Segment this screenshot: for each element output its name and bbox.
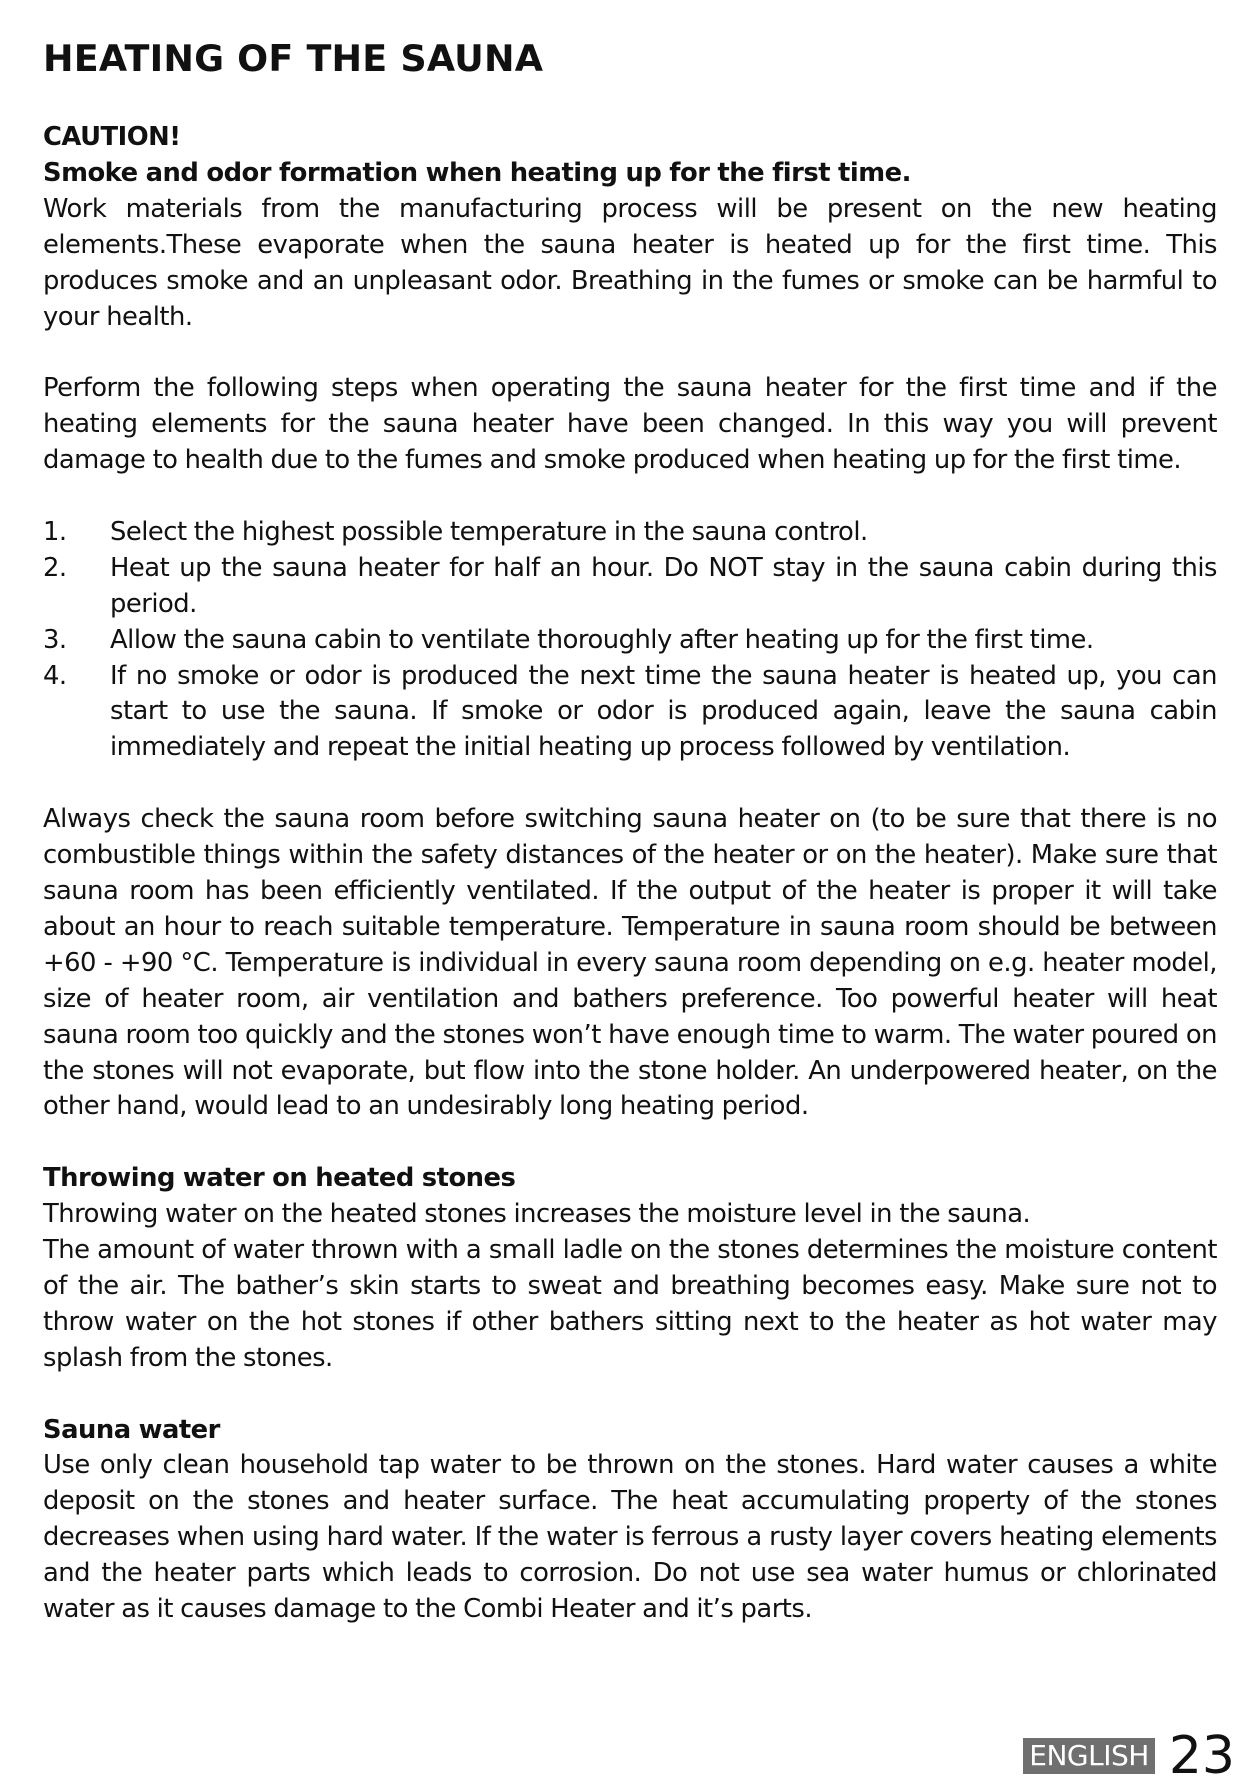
list-item [43, 515, 1217, 551]
check-paragraph: Always check the sauna room before switching sauna heater on (to be sure that there is no combustible things within the safety distances of the heater or on the heater). Make sure that sauna room has been efficiently ventilated. If the output of the heater is proper it will take about an hour to reach suitable temperature. Temperature in sauna room should be between +60 - +90 °C. Temperature is individual in every sauna room depending on e.g. heater model, size of heater room, air ventilation and bathers preference. Too powerful heater will heat sauna room too quickly and the stones won’t have enough time to warm. The water poured on the stones will not evaporate, but flow into the stone holder. An underpowered heater, on the other hand, would lead to an undesirably long heating period. [43, 804, 1217, 1122]
page-number: 23 [1168, 1726, 1235, 1786]
throwing-text: The amount of water thrown with a small ladle on the stones determines the moisture content of the air. The bather’s skin starts to sweat and breathing becomes easy. Make sure not to throw water on the hot stones if other bathers sitting next to the heater as hot water may splash from the stones. [43, 1235, 1217, 1373]
step-text: Heat up the sauna heater for half an hour. Do NOT stay in the sauna cabin during this period. [110, 552, 1217, 619]
page-title: HEATING OF THE SAUNA [43, 37, 544, 80]
caution-text: Work materials from the manufacturing process will be present on the new heating elements.These evaporate when the sauna heater is heated up for the first time. This produces smoke and an unpleasant odor. Breathing in the fumes or smoke can be harmful to your health. [43, 193, 1217, 332]
spacer [43, 1377, 1217, 1413]
sauna-water-section [43, 1413, 1217, 1628]
spacer [43, 335, 1217, 371]
list-item [43, 623, 1217, 659]
step-number: 2. [43, 552, 67, 583]
caution-label: CAUTION! [43, 122, 181, 152]
spacer [43, 766, 1217, 802]
caution-section [43, 120, 1217, 335]
page-content [43, 34, 1217, 1628]
steps-list [43, 515, 1217, 766]
throwing-heading: Throwing water on heated stones [43, 1163, 516, 1194]
step-number: 4. [43, 660, 67, 691]
intro-paragraph: Perform the following steps when operating the sauna heater for the first time and if the heating elements for the sauna heater have been changed. In this way you will prevent damage to health due to the fumes and smoke produced when heating up for the first time. [43, 373, 1217, 476]
list-item [43, 551, 1217, 623]
step-text: If no smoke or odor is produced the next time the sauna heater is heated up, you can start to use the sauna. If smoke or odor is produced again, leave the sauna cabin immediately and repeat the initial heating up process followed by ventilation. [110, 660, 1217, 763]
list-item [43, 659, 1217, 767]
throwing-line: Throwing water on the heated stones increases the moisture level in the sauna. [43, 1199, 1031, 1230]
step-text: Select the highest possible temperature in the sauna control. [110, 516, 868, 547]
caution-heading: Smoke and odor formation when heating up for the first time. [43, 157, 911, 188]
sauna-water-heading: Sauna water [43, 1414, 220, 1445]
step-text: Allow the sauna cabin to ventilate thoroughly after heating up for the first time. [110, 624, 1094, 655]
spacer [43, 1125, 1217, 1161]
language-badge: ENGLISH [1023, 1738, 1155, 1774]
throwing-section [43, 1161, 1217, 1376]
step-number: 1. [43, 516, 67, 547]
step-number: 3. [43, 624, 67, 655]
page-footer [1023, 1726, 1235, 1786]
spacer [43, 479, 1217, 515]
sauna-water-text: Use only clean household tap water to be thrown on the stones. Hard water causes a white deposit on the stones and heater surface. The heat accumulating property of the stones decreases when using hard water. If the water is ferrous a rusty layer covers heating elements and the heater parts which leads to corrosion. Do not use sea water humus or chlorinated water as it causes damage to the Combi Heater and it’s parts. [43, 1450, 1217, 1625]
